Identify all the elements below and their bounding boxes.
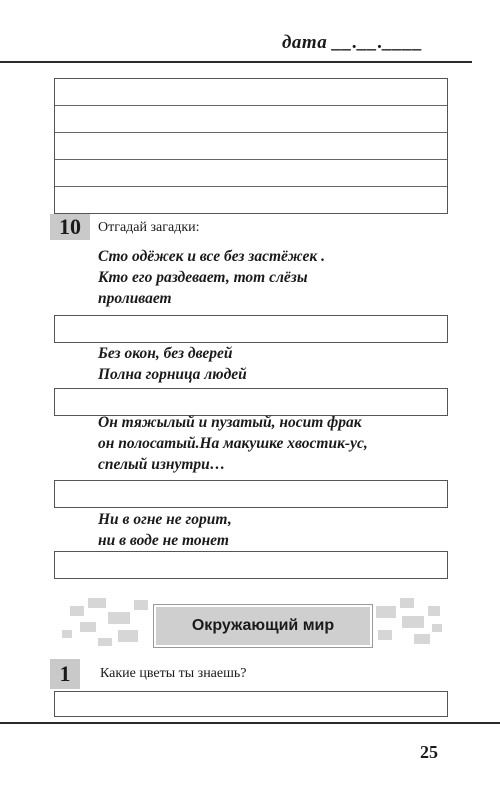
task-number-badge: 1 xyxy=(50,659,80,689)
riddle-text: Без окон, без дверей Полна горница людей xyxy=(98,345,247,383)
header-rule xyxy=(0,61,472,63)
task-number-badge: 10 xyxy=(50,214,90,240)
answer-line[interactable] xyxy=(55,106,447,133)
section-title-banner: Окружающий мир xyxy=(154,605,372,647)
answer-line[interactable] xyxy=(55,79,447,106)
riddle-text: Он тяжылый и пузатый, носит фрак он полосатый.На макушке хвостик-ус, спелый изнутри… xyxy=(98,414,368,473)
answer-line[interactable] xyxy=(55,160,447,187)
answer-line[interactable] xyxy=(55,187,447,213)
page-number: 25 xyxy=(420,742,438,762)
riddle-answer-box[interactable] xyxy=(54,480,448,508)
riddle-answer-box[interactable] xyxy=(54,551,448,579)
riddle-text: Ни в огне не горит, ни в воде не тонет xyxy=(98,511,232,549)
date-field[interactable]: дата __.__.____ xyxy=(282,32,423,53)
task-prompt: Какие цветы ты знаешь? xyxy=(100,666,247,681)
footer-rule xyxy=(0,722,500,724)
task-prompt: Отгадай загадки: xyxy=(98,220,200,235)
riddle-answer-box[interactable] xyxy=(54,315,448,343)
answer-lines-grid[interactable] xyxy=(54,78,448,214)
answer-line[interactable] xyxy=(55,133,447,160)
answer-box[interactable] xyxy=(54,691,448,717)
riddle-text: Сто одёжек и все без застёжек . Кто его раздевает, тот слёзы проливает xyxy=(98,248,325,307)
